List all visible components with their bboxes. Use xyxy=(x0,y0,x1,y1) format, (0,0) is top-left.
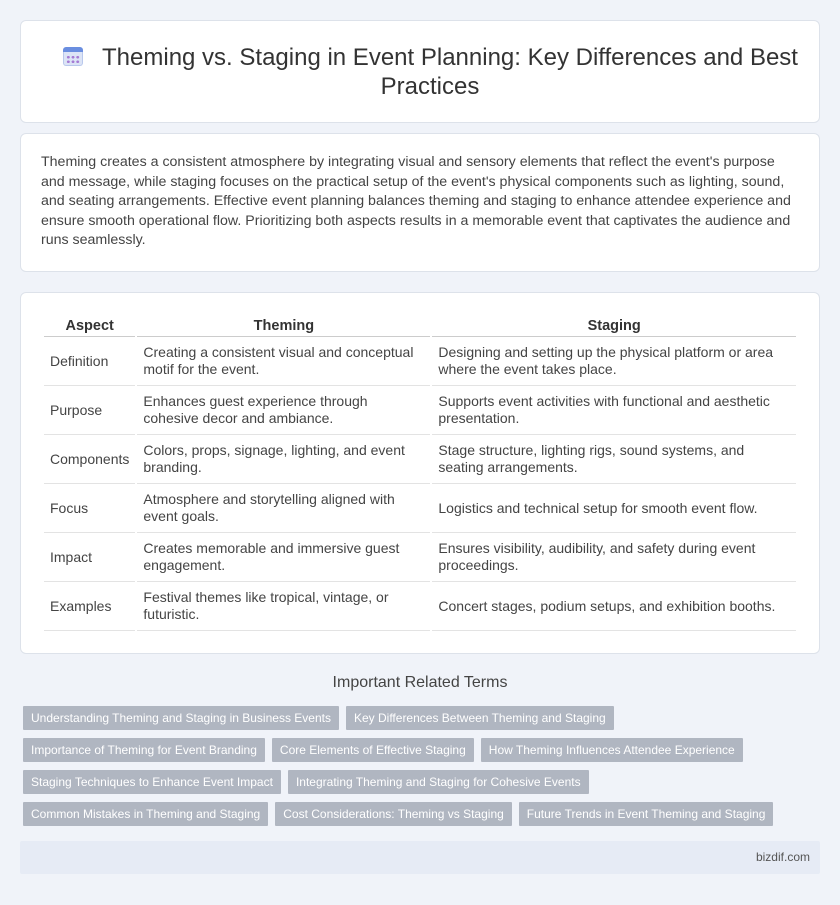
table-row xyxy=(44,337,796,386)
related-term-link[interactable]: Cost Considerations: Theming vs Staging xyxy=(275,802,512,826)
table-cell-aspect: Focus xyxy=(44,484,135,533)
related-term-link[interactable]: Key Differences Between Theming and Staging xyxy=(346,706,614,730)
table-cell-staging: Logistics and technical setup for smooth event flow. xyxy=(432,484,796,533)
table-row xyxy=(44,484,796,533)
table-row xyxy=(44,533,796,582)
related-terms-title: Important Related Terms xyxy=(332,674,508,691)
comparison-card xyxy=(20,292,820,654)
table-cell-staging: Ensures visibility, audibility, and safety during event proceedings. xyxy=(432,533,796,582)
header-theming: Theming xyxy=(137,315,430,337)
table-cell-staging: Stage structure, lighting rigs, sound systems, and seating arrangements. xyxy=(432,435,796,484)
table-cell-aspect: Components xyxy=(44,435,135,484)
table-cell-staging: Designing and setting up the physical platform or area where the event takes place. xyxy=(432,337,796,386)
page-title xyxy=(61,43,799,101)
page-title-text: Theming vs. Staging in Event Planning: Key Differences and Best Practices xyxy=(102,44,798,100)
related-terms-row xyxy=(23,802,813,826)
table-cell-theming: Creates memorable and immersive guest engagement. xyxy=(137,533,430,582)
related-terms-row xyxy=(23,770,813,794)
related-term-link[interactable]: Understanding Theming and Staging in Business Events xyxy=(23,706,339,730)
related-term-link[interactable]: Importance of Theming for Event Branding xyxy=(23,738,265,762)
related-term-link[interactable]: Core Elements of Effective Staging xyxy=(272,738,474,762)
table-cell-theming: Colors, props, signage, lighting, and event branding. xyxy=(137,435,430,484)
related-term-link[interactable]: How Theming Influences Attendee Experience xyxy=(481,738,743,762)
table-row xyxy=(44,582,796,631)
table-cell-aspect: Impact xyxy=(44,533,135,582)
related-terms-list xyxy=(23,706,813,834)
table-body xyxy=(44,337,796,631)
table-cell-theming: Enhances guest experience through cohesive decor and ambiance. xyxy=(137,386,430,435)
intro-paragraph: Theming creates a consistent atmosphere by integrating visual and sensory elements that reflect the event's purpose and message, while staging focuses on the practical setup of the event's physical components such as lighting, sound, and seating arrangements. Effective event planning balances theming and staging to enhance attendee experience and ensure smooth operational flow. Prioritizing both aspects results in a memorable event that captivates the audience and runs seamlessly. xyxy=(41,154,791,249)
intro-card xyxy=(20,133,820,272)
comparison-table xyxy=(42,315,798,631)
table-cell-theming: Festival themes like tropical, vintage, or futuristic. xyxy=(137,582,430,631)
table-cell-theming: Creating a consistent visual and conceptual motif for the event. xyxy=(137,337,430,386)
related-term-link[interactable]: Common Mistakes in Theming and Staging xyxy=(23,802,268,826)
table-row xyxy=(44,435,796,484)
table-row xyxy=(44,386,796,435)
table-header-row xyxy=(44,315,796,337)
related-term-link[interactable]: Integrating Theming and Staging for Cohesive Events xyxy=(288,770,589,794)
related-terms-row xyxy=(23,706,813,730)
title-wrap xyxy=(61,43,799,101)
table-cell-theming: Atmosphere and storytelling aligned with event goals. xyxy=(137,484,430,533)
table-cell-staging: Supports event activities with functional and aesthetic presentation. xyxy=(432,386,796,435)
calendar-icon xyxy=(62,45,84,67)
table-cell-staging: Concert stages, podium setups, and exhibition booths. xyxy=(432,582,796,631)
related-terms-row xyxy=(23,738,813,762)
table-cell-aspect: Examples xyxy=(44,582,135,631)
table-cell-aspect: Purpose xyxy=(44,386,135,435)
related-term-link[interactable]: Future Trends in Event Theming and Staging xyxy=(519,802,774,826)
related-term-link[interactable]: Staging Techniques to Enhance Event Impact xyxy=(23,770,281,794)
footer-site-link[interactable]: bizdif.com xyxy=(755,850,810,864)
header-staging: Staging xyxy=(432,315,796,337)
table-cell-aspect: Definition xyxy=(44,337,135,386)
header-card xyxy=(20,20,820,123)
header-aspect: Aspect xyxy=(44,315,135,337)
footer xyxy=(20,841,820,874)
